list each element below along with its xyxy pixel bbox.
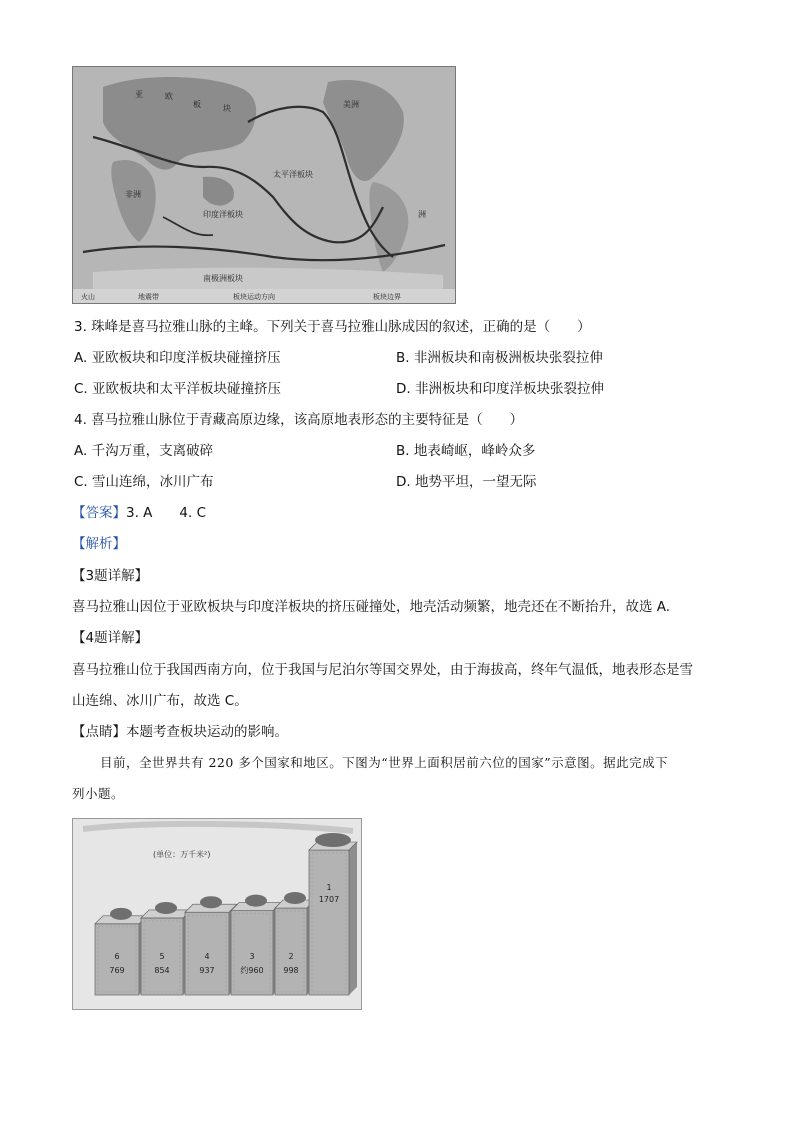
country-prism-5 bbox=[141, 902, 191, 995]
comment-text: 本题考查板块运动的影响。 bbox=[126, 724, 288, 740]
prism-rank-label: 5 bbox=[159, 952, 165, 961]
q3-option-b[interactable] bbox=[396, 348, 603, 368]
map-label-antarctic: 南极洲板块 bbox=[203, 274, 243, 283]
prism-rank-label: 2 bbox=[288, 952, 294, 961]
country-silhouette-icon bbox=[110, 908, 132, 920]
prism-side bbox=[349, 842, 357, 995]
prism-rank-label: 4 bbox=[204, 952, 210, 961]
prism-rank-label: 1 bbox=[326, 883, 332, 892]
country-area-figure bbox=[72, 818, 362, 1010]
answer-text: 3. A 4. C bbox=[126, 505, 207, 521]
q3-option-c[interactable] bbox=[74, 379, 281, 399]
analysis-tag: 【解析】 bbox=[72, 536, 126, 552]
q4-option-a-letter: A. bbox=[74, 443, 88, 459]
prism-value-label: 约960 bbox=[240, 966, 264, 975]
prism-value-label: 937 bbox=[199, 966, 215, 975]
legend-quake-belt: 地震带 bbox=[138, 293, 159, 301]
intro-line-2: 列小题。 bbox=[72, 786, 125, 801]
q4-option-d-text: 地势平坦，一望无际 bbox=[414, 474, 537, 490]
q3-option-c-letter: C. bbox=[74, 381, 88, 397]
prism-value-label: 1707 bbox=[318, 895, 340, 904]
plate-map-svg bbox=[73, 67, 455, 303]
q3-option-b-letter: B. bbox=[396, 350, 410, 366]
map-label-kuai: 块 bbox=[223, 104, 231, 113]
country-prism-3 bbox=[231, 895, 281, 995]
country-area-chart bbox=[73, 819, 361, 1009]
prism-value-label: 854 bbox=[154, 966, 170, 975]
answer-line bbox=[72, 503, 206, 523]
country-prism-1 bbox=[309, 833, 357, 995]
country-silhouette-icon bbox=[315, 833, 351, 847]
q3-option-c-text: 亚欧板块和太平洋板块碰撞挤压 bbox=[92, 381, 282, 397]
prism-front bbox=[309, 850, 349, 995]
comment-tag: 【点睛】 bbox=[72, 724, 126, 740]
chart-unit-label: (单位：万千米²) bbox=[153, 850, 211, 859]
q3-option-a-text: 亚欧板块和印度洋板块碰撞挤压 bbox=[91, 350, 281, 366]
detail-3-text: 喜马拉雅山因位于亚欧板块与印度洋板块的挤压碰撞处，地壳活动频繁，地壳还在不断抬升，故选 A. bbox=[72, 599, 671, 615]
comment-line bbox=[72, 722, 288, 742]
question-3-stem: 3. 珠峰是喜马拉雅山脉的主峰。下列关于喜马拉雅山脉成因的叙述，正确的是（ ） bbox=[74, 319, 591, 335]
q4-option-b-letter: B. bbox=[396, 443, 410, 459]
q4-option-b-text: 地表崎岖，峰岭众多 bbox=[413, 443, 536, 459]
detail-4-tag: 【4题详解】 bbox=[72, 630, 149, 646]
map-label-pacific: 太平洋板块 bbox=[273, 170, 313, 179]
detail-3-tag: 【3题详解】 bbox=[72, 568, 149, 584]
q4-option-d[interactable] bbox=[396, 472, 536, 492]
map-label-america: 美洲 bbox=[343, 100, 359, 109]
map-label-africa: 非洲 bbox=[125, 190, 141, 199]
q4-option-b[interactable] bbox=[396, 441, 535, 461]
q4-option-c-letter: C. bbox=[74, 474, 88, 490]
map-label-indian: 印度洋板块 bbox=[203, 210, 243, 219]
q3-option-b-text: 非洲板块和南极洲板块张裂拉伸 bbox=[413, 350, 603, 366]
q4-option-a[interactable] bbox=[74, 441, 213, 461]
question-4-stem: 4. 喜马拉雅山脉位于青藏高原边缘，该高原地表形态的主要特征是（ ） bbox=[74, 412, 524, 428]
intro-line-1: 目前，全世界共有 220 多个国家和地区。下图为“世界上面积居前六位的国家”示意图。据此完成下 bbox=[100, 755, 669, 770]
q4-option-c-text: 雪山连绵，冰川广布 bbox=[92, 474, 214, 490]
country-prism-4 bbox=[185, 896, 237, 995]
legend-boundary: 板块边界 bbox=[373, 293, 401, 301]
country-silhouette-icon bbox=[155, 902, 177, 914]
country-prism-6 bbox=[95, 908, 147, 995]
q3-option-d[interactable] bbox=[396, 379, 604, 399]
legend-motion: 板块运动方向 bbox=[233, 293, 275, 301]
q4-option-d-letter: D. bbox=[396, 474, 411, 490]
country-silhouette-icon bbox=[200, 896, 222, 908]
country-silhouette-icon bbox=[284, 892, 306, 904]
prism-value-label: 998 bbox=[283, 966, 299, 975]
q4-option-c[interactable] bbox=[74, 472, 214, 492]
map-label-ya: 亚 bbox=[135, 90, 143, 99]
prism-rank-label: 6 bbox=[114, 952, 120, 961]
detail-4-line-1: 喜马拉雅山位于我国西南方向，位于我国与尼泊尔等国交界处，由于海拔高，终年气温低，地表形态是雪 bbox=[72, 662, 693, 678]
prism-value-label: 769 bbox=[109, 966, 125, 975]
prism-rank-label: 3 bbox=[249, 952, 255, 961]
map-label-ban: 板 bbox=[193, 100, 201, 109]
q3-option-d-text: 非洲板块和印度洋板块张裂拉伸 bbox=[414, 381, 604, 397]
plate-map-figure bbox=[72, 66, 456, 304]
q3-option-d-letter: D. bbox=[396, 381, 411, 397]
map-label-ou: 欧 bbox=[165, 92, 173, 101]
answer-tag: 【答案】 bbox=[72, 505, 126, 521]
q4-option-a-text: 千沟万重，支离破碎 bbox=[91, 443, 214, 459]
detail-4-line-2: 山连绵、冰川广布，故选 C。 bbox=[72, 693, 248, 709]
q3-option-a[interactable] bbox=[74, 348, 281, 368]
q3-option-a-letter: A. bbox=[74, 350, 88, 366]
legend-volcano: 火山 bbox=[81, 293, 95, 301]
map-label-zhou: 洲 bbox=[418, 210, 426, 219]
country-silhouette-icon bbox=[245, 895, 267, 907]
